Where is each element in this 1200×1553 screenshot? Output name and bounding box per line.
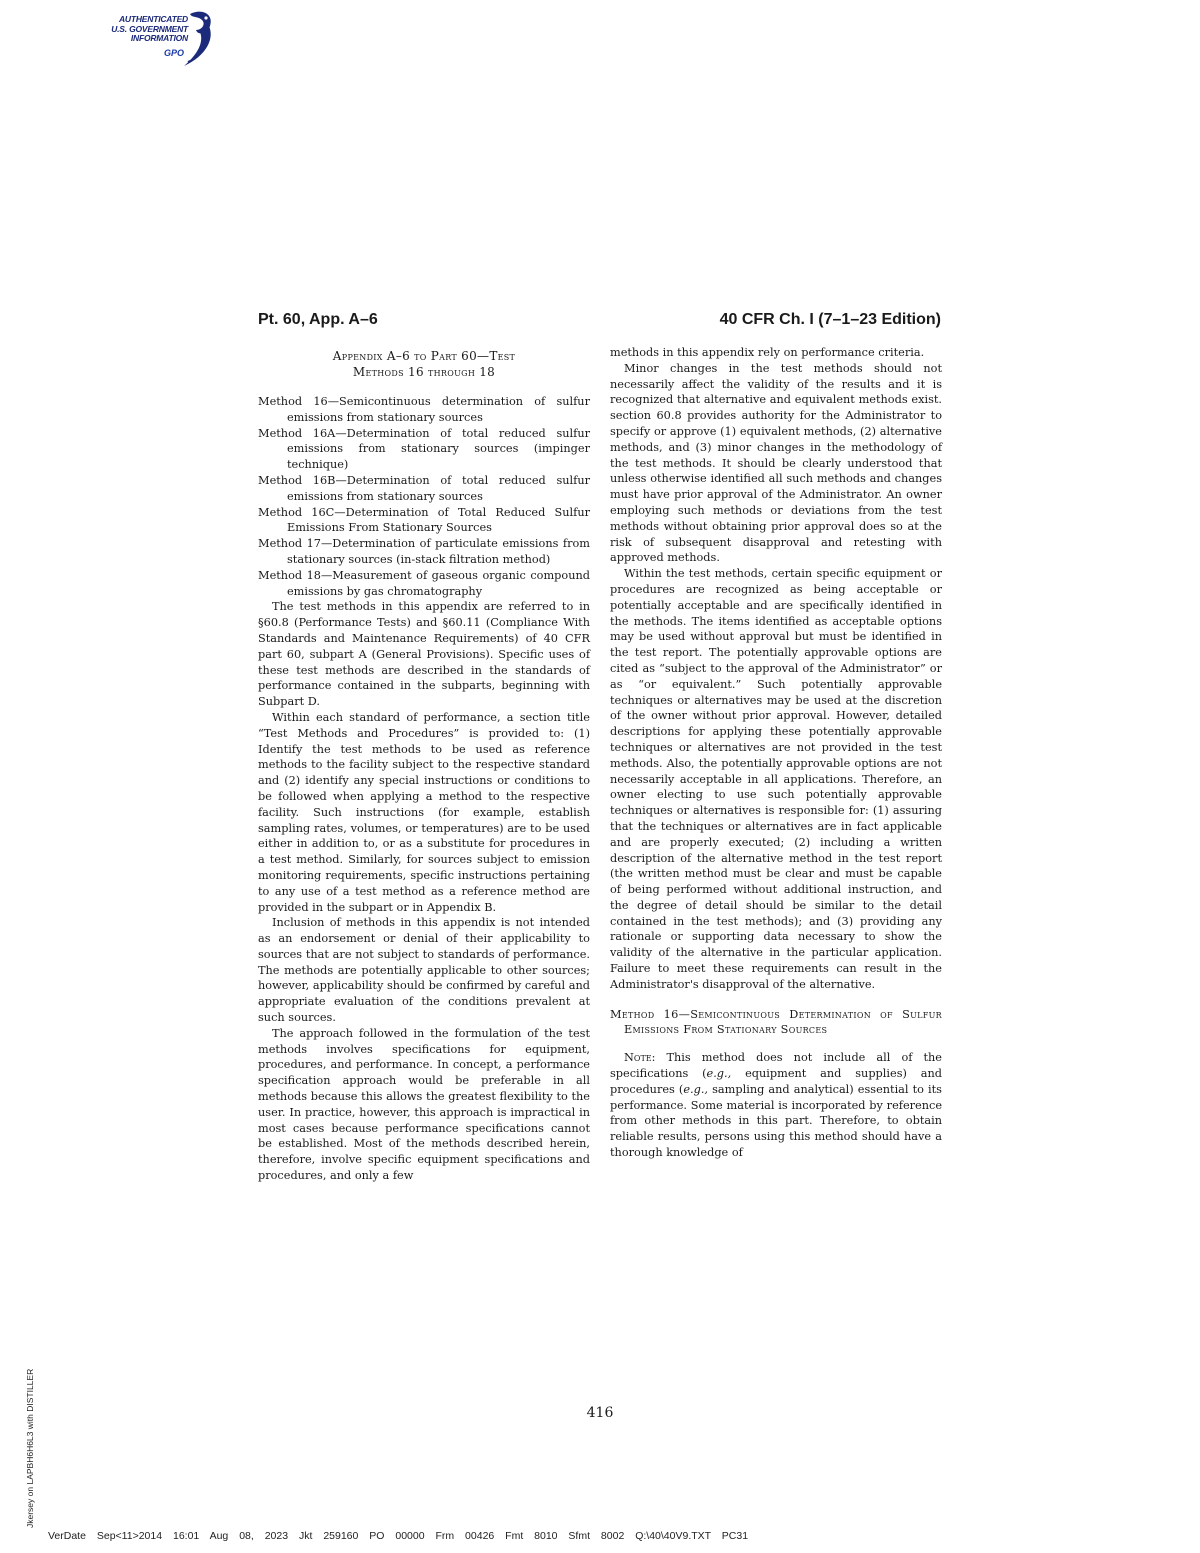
body-paragraph: Minor changes in the test methods should not necessarily affect the validity of the results and it is recognized that alternative and equivalent methods exist. section 60.8 provides authority for the Administrator to specify or approve (1) equivalent methods, (2) alternative methods, and (3) minor changes in the methodology of the test methods. It should be clearly understood that unless otherwise identified all such methods and changes must have prior approval of the Administrator. An owner employing such methods or deviations from the test methods without obtaining prior approval does so at the risk of subsequent disapproval and retesting with approved methods. (610, 361, 942, 565)
method-list (258, 394, 590, 599)
running-head-part: Pt. 60, App. A–6 (258, 311, 378, 328)
logo-gpo-mark: GPO (164, 48, 185, 58)
gpo-logo (88, 8, 218, 70)
print-footer: VerDate Sep<11>2014 16:01 Aug 08, 2023 Jkt 259160 PO 00000 Frm 00426 Fmt 8010 Sfmt 8002 Q:\40\40V9.TXT PC31 (48, 1530, 749, 1542)
method-list-item: Method 18—Measurement of gaseous organic compound emissions by gas chromatography (258, 568, 590, 598)
right-column (610, 345, 942, 1161)
method-list-item: Method 16—Semicontinuous determination of sulfur emissions from stationary sources (258, 395, 590, 424)
method-16-heading: Method 16—Semicontinuous Determination of Sulfur Emissions From Stationary Sources (610, 1007, 942, 1037)
note-text-2: equipment and supplies) and procedures ( (610, 1067, 942, 1096)
note-text-1: This method does not include all of the specifications ( (610, 1051, 942, 1081)
appendix-title-line-1: Appendix A–6 to Part 60—Test (332, 349, 516, 363)
body-paragraph: The test methods in this appendix are referred to in §60.8 (Performance Tests) and §60.11 (Compliance With Standards and Maintenance Requirements) of 40 CFR part 60, subpart A (General Provisions). Specific uses of these test methods are described in the standards of performance contained in the subparts, beginning with Subpart D. (258, 600, 590, 709)
body-paragraph: Inclusion of methods in this appendix is not intended as an endorsement or denial of their applicability to sources that are not subject to standards of performance. The methods are potentially applicable to other sources; however, applicability should be confirmed by careful and appropriate evaluation of the conditions prevalent at such sources. (258, 916, 590, 1025)
side-margin-text: Jkersey on LAPBH6H6L3 with DISTILLER (25, 1368, 35, 1528)
method-list-item: Method 16A—Determination of total reduced sulfur emissions from stationary sources (impinger technique) (258, 426, 590, 472)
note-label: Note: (624, 1051, 656, 1065)
body-paragraph: Within each standard of performance, a section title “Test Methods and Procedures” is provided to: (1) Identify the test methods to be used as reference methods to the facility subject to the respective standard and (2) identify any special instructions or conditions to be followed when applying a method to the respective facility. Such instructions (for example, establish sampling rates, volumes, or temperatures) are to be used either in addition to, or as a substitute for procedures in a test method. Similarly, for sources subject to emission monitoring requirements, specific instructions pertaining to any use of a test method as a reference method are provided in the subpart or in Appendix B. (258, 710, 590, 914)
appendix-title (258, 348, 590, 380)
appendix-title-line-2: Methods 16 through 18 (352, 365, 496, 379)
note-text-3: sampling and analytical) essential to its performance. Some material is incorporated by reference from other methods in this part. Therefore, to obtain reliable results, persons using this method should have a thorough knowledge of (610, 1082, 942, 1160)
logo-line-information: INFORMATION (130, 33, 188, 43)
gpo-eagle-icon (168, 8, 218, 70)
running-head-edition: 40 CFR Ch. I (7–1–23 Edition) (719, 311, 941, 328)
method-list-item: Method 16B—Determination of total reduced sulfur emissions from stationary sources (258, 473, 590, 503)
page-number: 416 (586, 1405, 614, 1421)
note-paragraph (610, 1050, 942, 1161)
logo-line-government: U.S. GOVERNMENT (111, 23, 188, 34)
method-list-item: Method 17—Determination of particulate emissions from stationary sources (in-stack filtration method) (258, 537, 590, 566)
method-list-item: Method 16C—Determination of Total Reduced Sulfur Emissions From Stationary Sources (258, 505, 590, 535)
continued-paragraph: methods in this appendix rely on performance criteria. (610, 346, 925, 359)
body-paragraph: The approach followed in the formulation of the test methods involves specifications for equipment, procedures, and performance. In concept, a performance specification approach would be preferable in all methods because this allows the greatest flexibility to the user. In practice, however, this approach is impractical in most cases because performance specifications cannot be established. Most of the methods described herein, therefore, involve specific equipment specifications and procedures, and only a few (258, 1026, 590, 1183)
left-column (258, 348, 590, 1184)
note-eg-1: e.g., (706, 1067, 732, 1081)
logo-line-authenticated: AUTHENTICATED (118, 14, 188, 24)
body-paragraph: Within the test methods, certain specific equipment or procedures are recognized as being acceptable or potentially acceptable and are specifically identified in the methods. The items identified as acceptable options may be used without approval but must be identified in the test report. The potentially approvable options are cited as “subject to the approval of the Administrator” or as “or equivalent.” Such potentially approvable techniques or alternatives may be used at the discretion of the owner without prior approval. However, detailed descriptions for applying these potentially approvable techniques or alternatives are not provided in the test methods. Also, the potentially approvable options are not necessarily acceptable in all applications. Therefore, an owner electing to use such potentially approvable techniques or alternatives is responsible for: (1) assuring that the techniques or alternatives are in fact applicable and are properly executed; (2) including a written description of the alternative method in the test report (the written method must be clear and must be capable of being performed without additional instruction, and the degree of detail should be similar to the detail contained in the test methods); and (3) providing any rationale or supporting data necessary to show the validity of the alternative in the particular application. Failure to meet these requirements can result in the Administrator's disapproval of the alternative. (610, 567, 942, 991)
note-eg-2: e.g., (683, 1082, 709, 1096)
